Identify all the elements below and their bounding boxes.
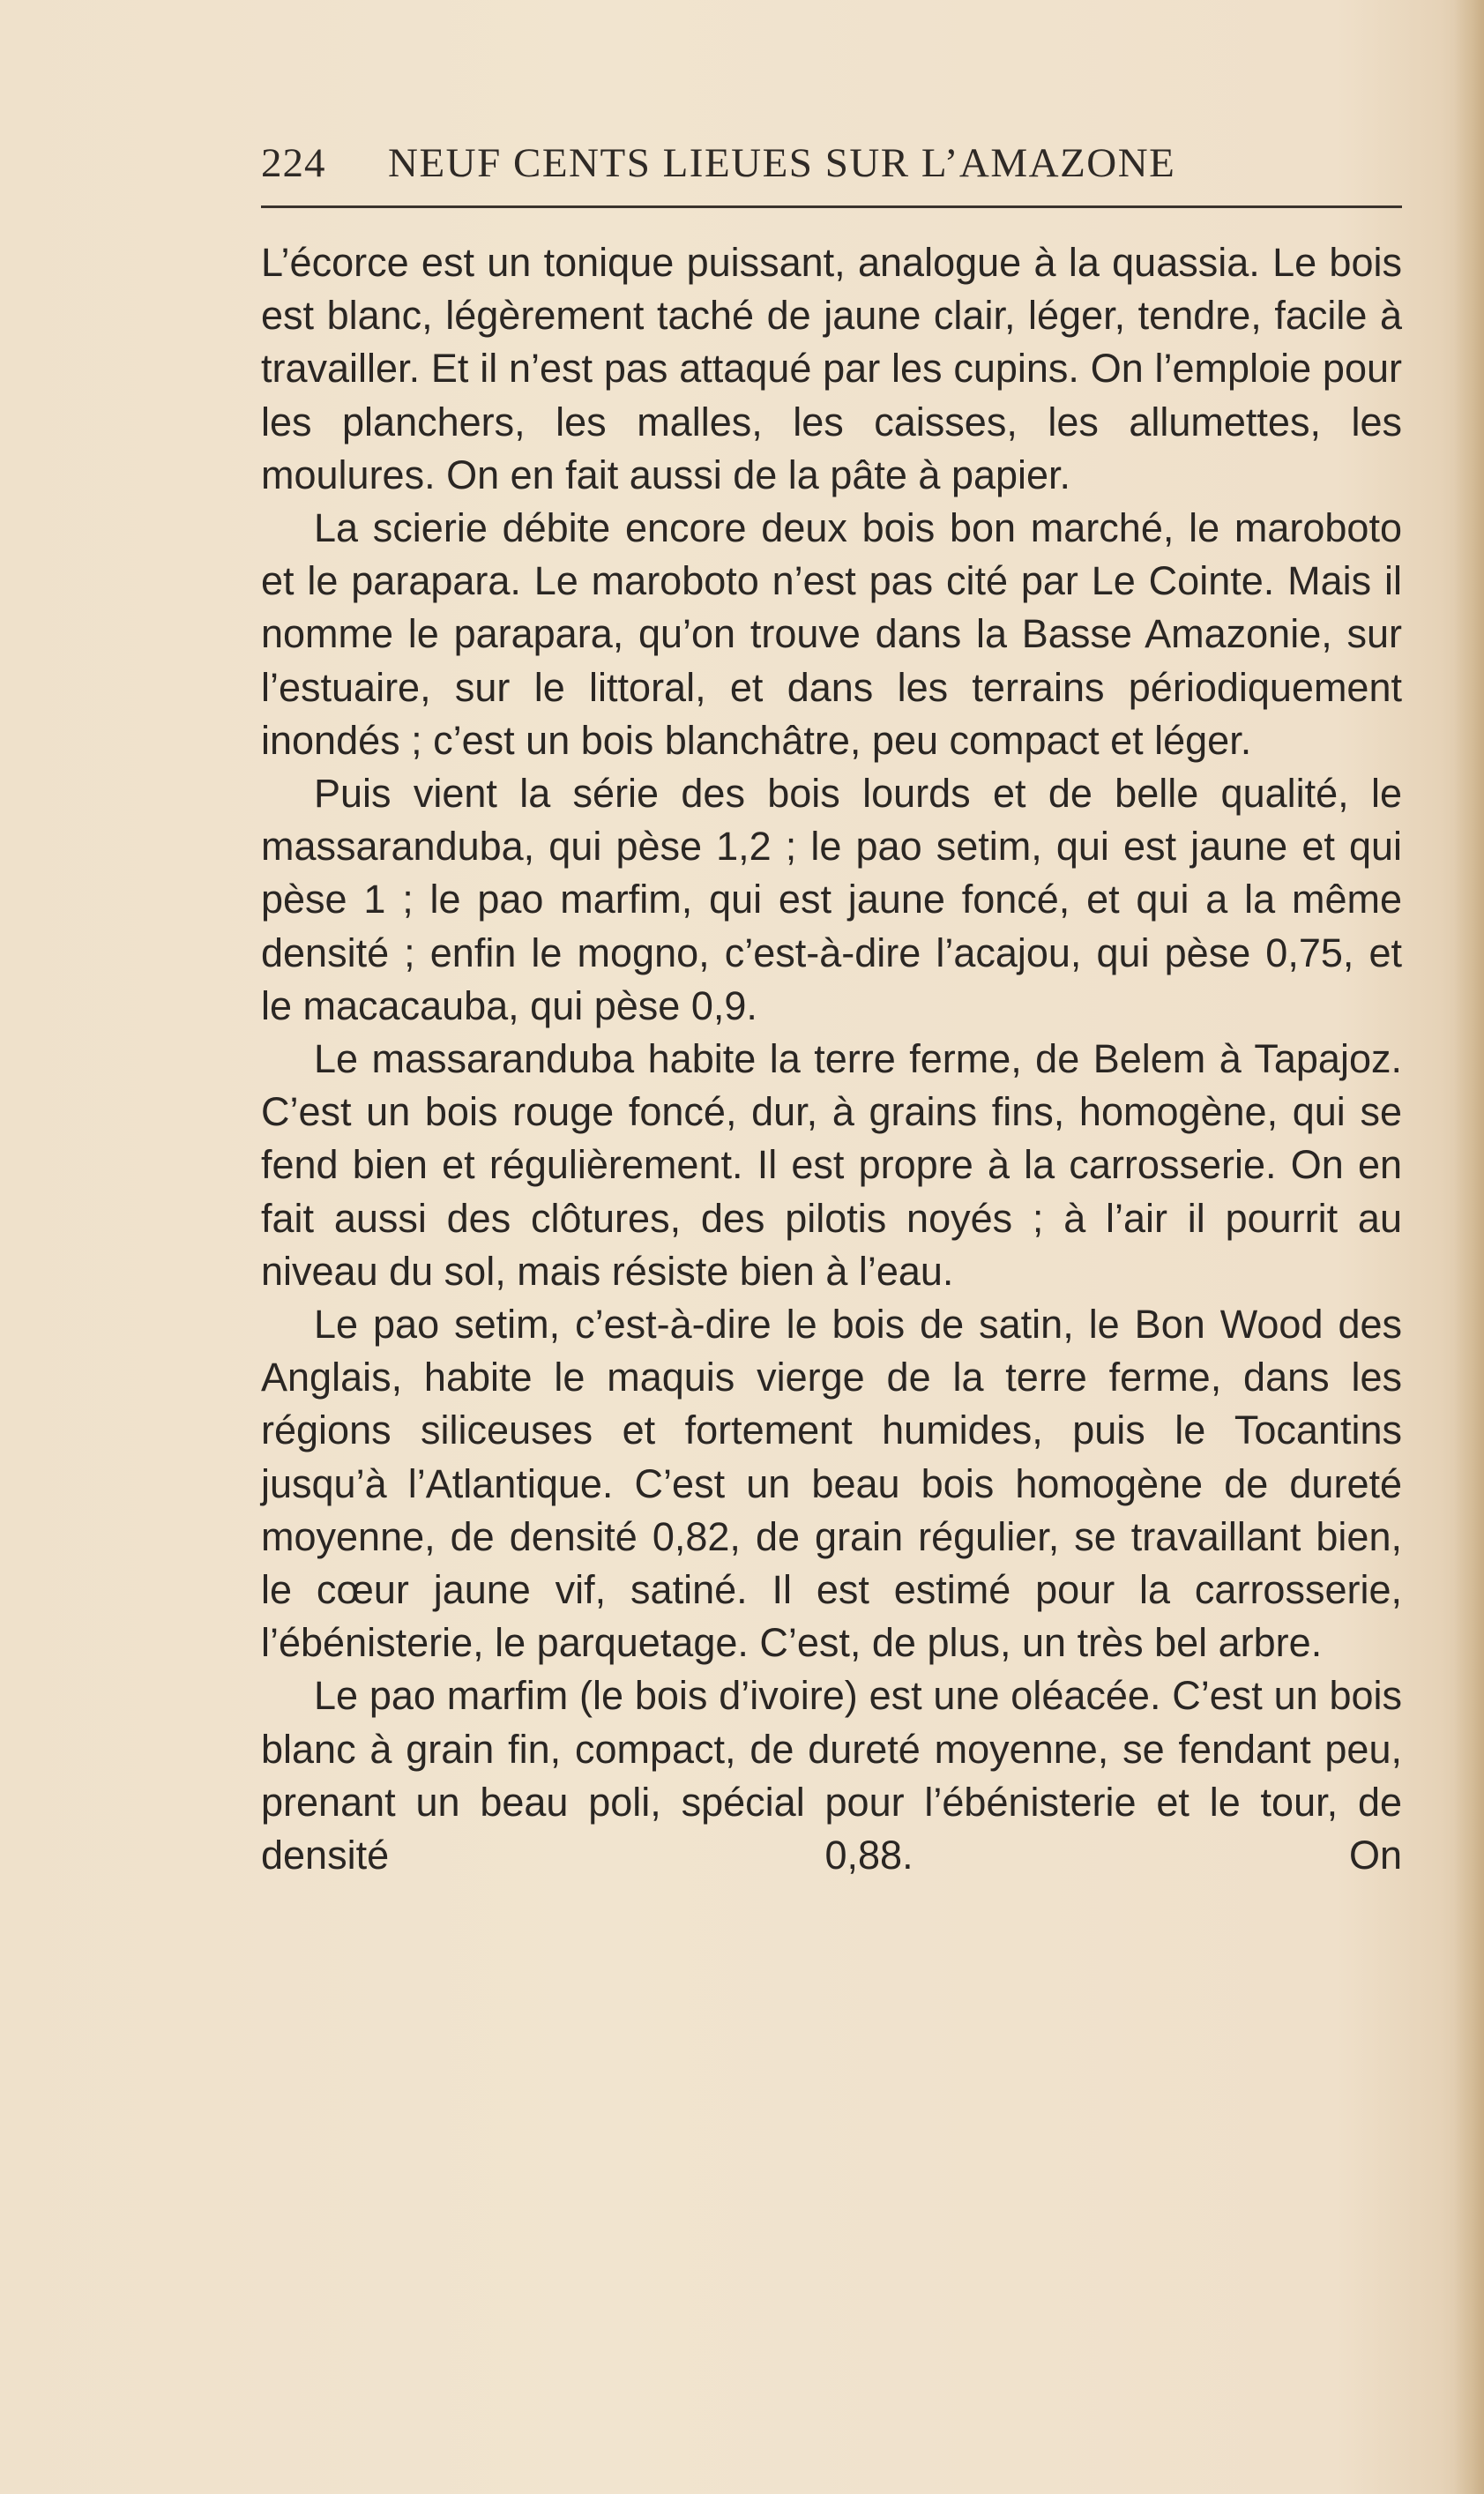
body-text xyxy=(261,236,1402,1882)
page-header xyxy=(261,132,1402,194)
paragraph-5: Le pao setim, c’est-à-dire le bois de satin, le Bon Wood des Anglais, habite le maquis vierge de la terre ferme, dans les régions siliceuses et fortement humides, puis le Tocantins jusqu’à l’Atlantique. C’est un beau bois homogène de dureté moyenne, de densité 0,82, de grain régulier, se travaillant bien, le cœur jaune vif, satiné. Il est estimé pour la carrosserie, l’ébénisterie, le parquetage. C’est, de plus, un très bel arbre. xyxy=(261,1302,1402,1666)
header-rule xyxy=(261,205,1402,208)
paragraph-6: Le pao marfim (le bois d’ivoire) est une oléacée. C’est un bois blanc à grain fin, compact, de dureté moyenne, se fendant peu, prenant un beau poli, spécial pour l’ébénisterie et le tour, de densité 0,88. On xyxy=(261,1673,1402,1878)
paragraph-1: L’écorce est un tonique puissant, analogue à la quassia. Le bois est blanc, légèrement taché de jaune clair, léger, tendre, facile à travailler. Et il n’est pas attaqué par les cupins. On l’emploie pour les planchers, les malles, les caisses, les allumettes, les moulures. On en fait aussi de la pâte à papier. xyxy=(261,240,1402,497)
paragraph-3: Puis vient la série des bois lourds et de belle qualité, le massaranduba, qui pèse 1,2 ; le pao setim, qui est jaune et qui pèse 1 ; le pao marfim, qui est jaune foncé, et qui a la même densité ; enfin le mogno, c’est-à-dire l’acajou, qui pèse 0,75, et le macacauba, qui pèse 0,9. xyxy=(261,771,1402,1028)
page-edge-shadow xyxy=(1454,0,1484,2494)
page-number: 224 xyxy=(261,140,326,186)
running-title: NEUF CENTS LIEUES SUR L’AMAZONE xyxy=(388,140,1176,186)
paragraph-2: La scierie débite encore deux bois bon marché, le maroboto et le parapara. Le maroboto n’est pas cité par Le Cointe. Mais il nomme le parapara, qu’on trouve dans la Basse Amazonie, sur l’estuaire, sur le littoral, et dans les terrains périodiquement inondés ; c’est un bois blanchâtre, peu compact et léger. xyxy=(261,505,1402,763)
paragraph-4: Le massaranduba habite la terre ferme, de Belem à Tapajoz. C’est un bois rouge foncé, dur, à grains fins, homogène, qui se fend bien et régulièrement. Il est propre à la carrosserie. On en fait aussi des clôtures, des pilotis noyés ; à l’air il pourrit au niveau du sol, mais résiste bien à l’eau. xyxy=(261,1036,1402,1294)
